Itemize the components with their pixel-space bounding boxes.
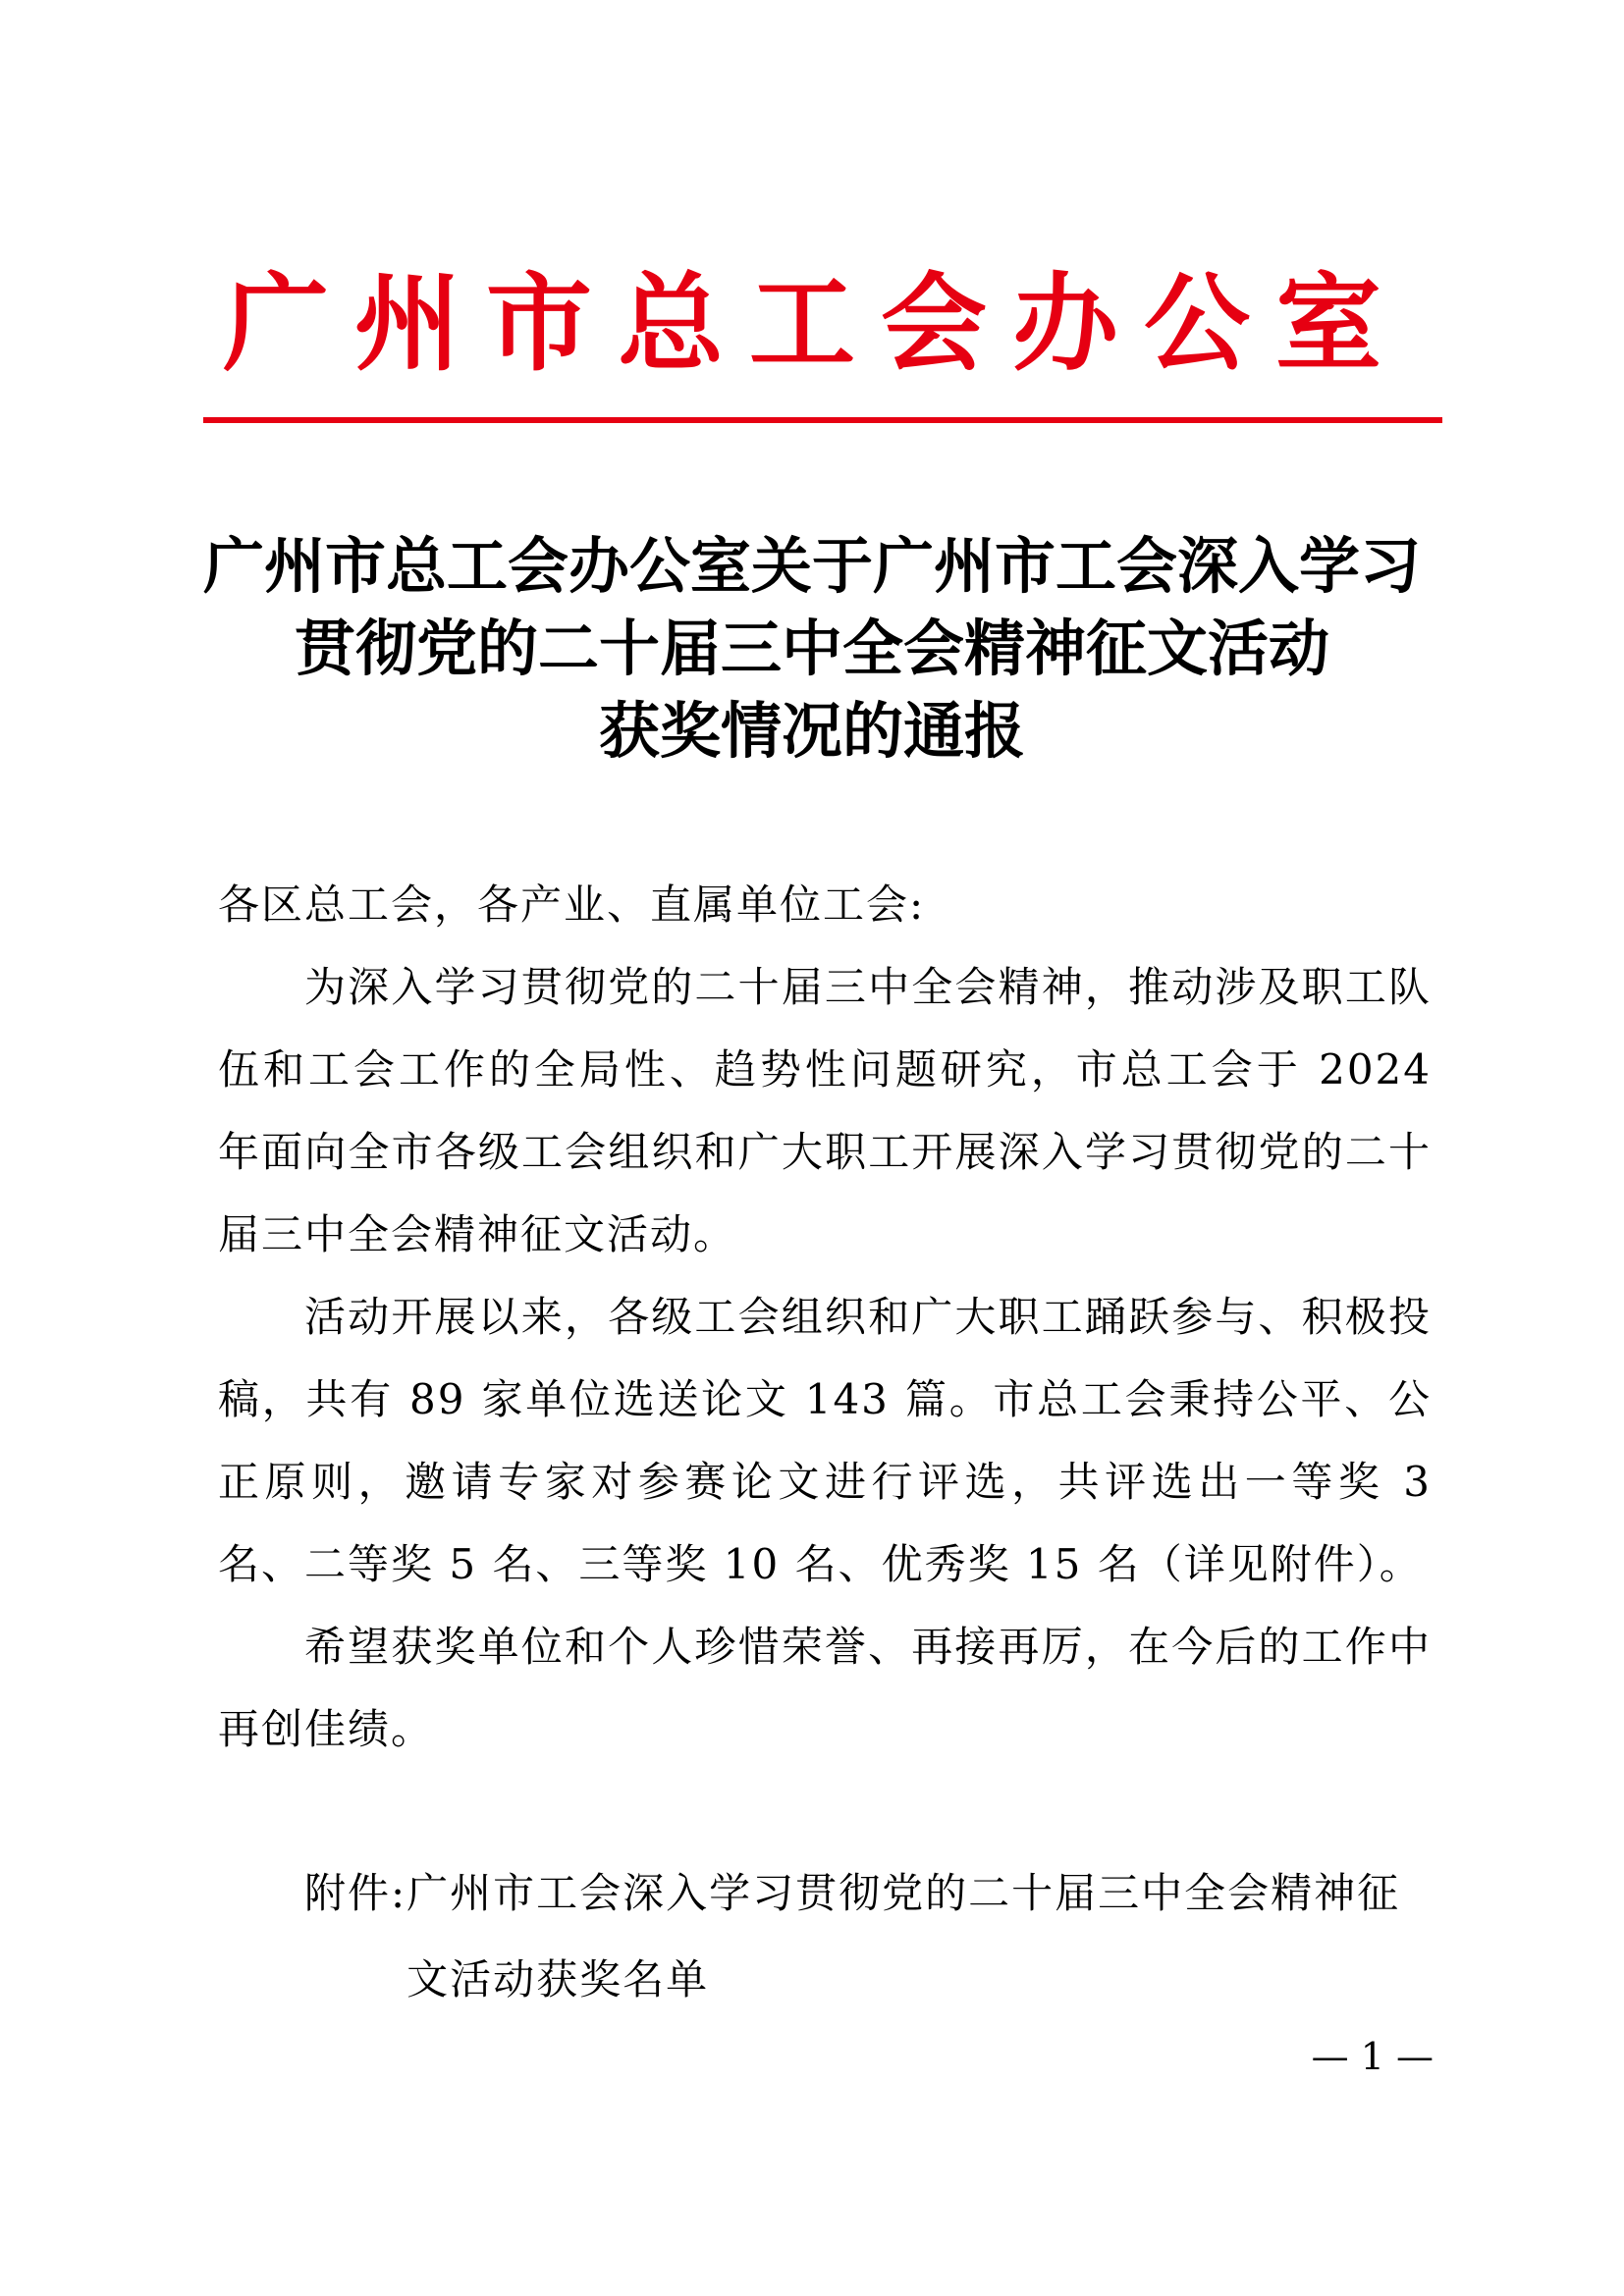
body-paragraph: 为深入学习贯彻党的二十届三中全会精神，推动涉及职工队伍和工会工作的全局性、趋势性问题研究，市总工会于 2024 年面向全市各级工会组织和广大职工开展深入学习贯彻党的二十届三中全会精神征文活动。 [218, 963, 1432, 1258]
page-number: — 1 — [1311, 2035, 1434, 2078]
title-line-2: 贯彻党的二十届三中全会精神征文活动 [294, 613, 1329, 684]
attachment-note [304, 1850, 1432, 2023]
red-divider-line [203, 417, 1442, 423]
attachment-link[interactable]: 广州市工会深入学习贯彻党的二十届三中全会精神征文活动获奖名单 [406, 1869, 1401, 2003]
salutation: 各区总工会，各产业、直属单位工会: [218, 881, 926, 929]
body-paragraph: 活动开展以来，各级工会组织和广大职工踊跃参与、积极投稿，共有 89 家单位选送论文 143 篇。市总工会秉持公平、公正原则，邀请专家对参赛论文进行评选，共评选出一等奖 3 名、二等奖 5 名、三等奖 10 名、优秀奖 15 名（详见附件）。 [218, 1293, 1432, 1588]
issuer-masthead: 广州市总工会办公室 [222, 262, 1407, 386]
attachment-label: 附件: [304, 1869, 407, 1917]
body-paragraph: 希望获奖单位和个人珍惜荣誉、再接再厉，在今后的工作中再创佳绩。 [218, 1623, 1432, 1753]
title-line-3: 获奖情况的通报 [598, 695, 1025, 767]
document-body [218, 864, 1432, 1771]
document-title [196, 525, 1428, 773]
title-line-1: 广州市总工会办公室关于广州市工会深入学习 [202, 530, 1421, 602]
